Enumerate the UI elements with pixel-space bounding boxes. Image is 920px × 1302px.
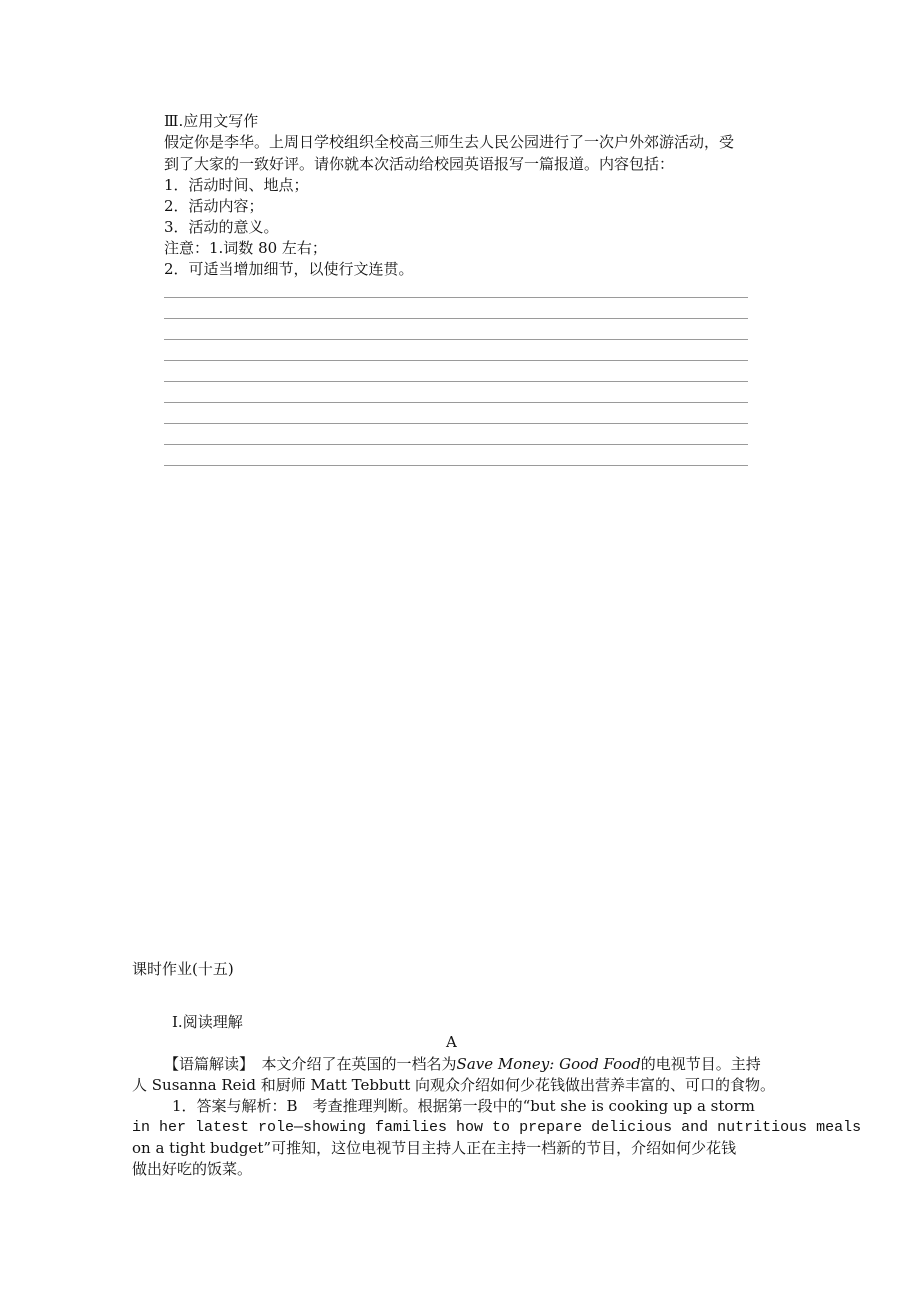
summary-text-pre: 本文介绍了在英国的一档名为 xyxy=(261,1055,457,1073)
answer-line xyxy=(164,339,748,340)
content-item-2: 2．活动内容； xyxy=(164,197,264,215)
answer-line xyxy=(164,297,748,298)
answer-1-line-3: on a tight budget”可推知，这位电视节目主持人正在主持一档新的节目，介绍如何少花钱 xyxy=(132,1139,737,1157)
answer-line xyxy=(164,318,748,319)
summary-label: 【语篇解读】 xyxy=(164,1055,247,1073)
content-item-3: 3．活动的意义。 xyxy=(164,218,279,236)
answer-line xyxy=(164,402,748,403)
summary-line-1 xyxy=(164,1054,761,1075)
answer-1-line-2: in her latest role—showing families how to prepare delicious and nutritious meals xyxy=(132,1119,862,1136)
note-word-count: 注意：1.词数 80 左右； xyxy=(164,239,327,257)
answer-1-line-1: 1．答案与解析：B 考查推理判断。根据第一段中的“but she is cooking up a storm xyxy=(172,1097,755,1115)
part-1-heading: Ⅰ.阅读理解 xyxy=(172,1013,243,1031)
section-3-heading: Ⅲ.应用文写作 xyxy=(164,112,259,130)
writing-prompt-line-1: 假定你是李华。上周日学校组织全校高三师生去人民公园进行了一次户外郊游活动，受 xyxy=(164,133,735,151)
answer-line xyxy=(164,444,748,445)
answer-line xyxy=(164,360,748,361)
answer-line xyxy=(164,423,748,424)
summary-line-2: 人 Susanna Reid 和厨师 Matt Tebbutt 向观众介绍如何少花钱做出营养丰富的、可口的食物。 xyxy=(132,1076,776,1094)
answer-line xyxy=(164,465,748,466)
show-title: Save Money: Good Food xyxy=(456,1055,641,1073)
answer-line xyxy=(164,381,748,382)
writing-prompt-line-2: 到了大家的一致好评。请你就本次活动给校园英语报写一篇报道。内容包括： xyxy=(164,155,675,173)
content-item-1: 1．活动时间、地点； xyxy=(164,176,309,194)
answer-1-line-4: 做出好吃的饭菜。 xyxy=(132,1160,253,1178)
summary-text-post: 的电视节目。主持 xyxy=(640,1055,761,1073)
passage-label: A xyxy=(446,1033,457,1051)
homework-title: 课时作业(十五) xyxy=(132,960,234,978)
note-details: 2．可适当增加细节，以使行文连贯。 xyxy=(164,260,414,278)
